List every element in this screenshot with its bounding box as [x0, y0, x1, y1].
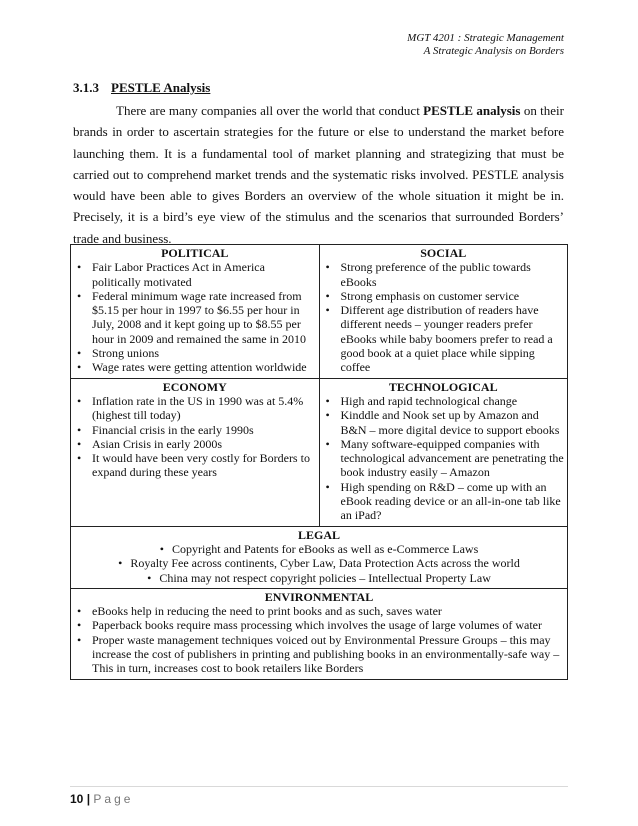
political-title: POLITICAL	[161, 246, 229, 260]
paragraph-start: There are many companies all over the world that conduct	[116, 103, 424, 118]
header-subtitle: A Strategic Analysis on Borders	[423, 45, 564, 57]
social-cell	[319, 245, 568, 379]
footer-divider	[70, 786, 568, 787]
paragraph-end: on their brands in order to ascertain strategies for the future or else to understand the market before launching them. It is a fundamental tool of market planning and strategizing that must be carried out to comprehend market trends and the systematic risks involved. PESTLE analysis would have been able to gives Borders an overview of the whole situation it might be in. Precisely, it is a bird’s eye view of the stimulus and the scenarios that surrounded Borders’ trade and business.	[73, 103, 565, 246]
list-item: • Paperback books require mass processing which involves the usage of large volumes of water	[74, 618, 564, 632]
intro-paragraph	[73, 100, 564, 249]
economy-title: ECONOMY	[162, 379, 227, 394]
footer-separator: |	[86, 792, 91, 806]
environmental-list	[74, 604, 564, 675]
political-list	[74, 260, 316, 374]
list-item: • Kinddle and Nook set up by Amazon and B&N – more digital device to support ebooks	[323, 408, 565, 437]
list-item: • Inflation rate in the US in 1990 was at 5.4% (highest till today)	[74, 394, 316, 423]
social-title: SOCIAL	[420, 246, 467, 260]
legal-list	[74, 542, 564, 585]
environmental-cell	[71, 588, 568, 679]
list-item: • Strong unions	[74, 346, 316, 360]
legal-cell	[71, 526, 568, 588]
list-item: • High spending on R&D – come up with an eBook reading device or an all-in-one tab like an iPad?	[323, 480, 565, 523]
list-item: • Wage rates were getting attention worldwide	[74, 360, 316, 374]
list-item: • Asian Crisis in early 2000s	[74, 437, 316, 451]
section-heading	[73, 80, 210, 96]
section-number: 3.1.3	[73, 80, 99, 95]
list-item: • Fair Labor Practices Act in America politically motivated	[74, 260, 316, 289]
technological-list	[323, 394, 565, 523]
list-item: • eBooks help in reducing the need to print books and as such, saves water	[74, 604, 564, 618]
political-cell	[71, 245, 320, 379]
list-item: • Federal minimum wage rate increased from $5.15 per hour in 1997 to $6.55 per hour in July, 2008 and it kept going up to $8.55 per hour in 2009 and remained the same in 2010	[74, 289, 316, 346]
list-item: • Many software-equipped companies with technological advancement are penetrating the book industry easily – Amazon	[323, 437, 565, 480]
environmental-title: ENVIRONMENTAL	[264, 589, 374, 604]
list-item: • Strong emphasis on customer service	[323, 289, 565, 303]
paragraph-bold: PESTLE analysis	[423, 103, 521, 118]
page-footer	[70, 792, 133, 806]
section-title: PESTLE Analysis	[111, 80, 211, 95]
legal-title: LEGAL	[297, 527, 340, 542]
economy-list	[74, 394, 316, 480]
header-course: MGT 4201 : Strategic Management	[407, 32, 564, 44]
list-item: • It would have been very costly for Borders to expand during these years	[74, 451, 316, 480]
economy-cell	[71, 378, 320, 526]
technological-title: TECHNOLOGICAL	[388, 379, 498, 394]
social-list	[323, 260, 565, 374]
list-item: • China may not respect copyright policies – Intellectual Property Law	[74, 571, 564, 585]
pestle-table	[70, 244, 568, 680]
list-item: • Financial crisis in the early 1990s	[74, 423, 316, 437]
list-item: • High and rapid technological change	[323, 394, 565, 408]
list-item: • Copyright and Patents for eBooks as well as e-Commerce Laws	[74, 542, 564, 556]
page-header	[407, 32, 564, 58]
list-item: • Royalty Fee across continents, Cyber Law, Data Protection Acts across the world	[74, 556, 564, 570]
list-item: • Strong preference of the public towards eBooks	[323, 260, 565, 289]
page-number: 10	[70, 792, 84, 806]
technological-cell	[319, 378, 568, 526]
list-item: • Different age distribution of readers have different needs – younger readers prefer eBooks while baby boomers prefer to read a good book at a quiet place while sipping coffee	[323, 303, 565, 374]
page-word: Page	[93, 792, 134, 806]
list-item: • Proper waste management techniques voiced out by Environmental Pressure Groups – this may increase the cost of publishers in printing and publishing books in an environmentally-safe way – This in turn, increases cost to book retailers like Borders	[74, 633, 564, 676]
